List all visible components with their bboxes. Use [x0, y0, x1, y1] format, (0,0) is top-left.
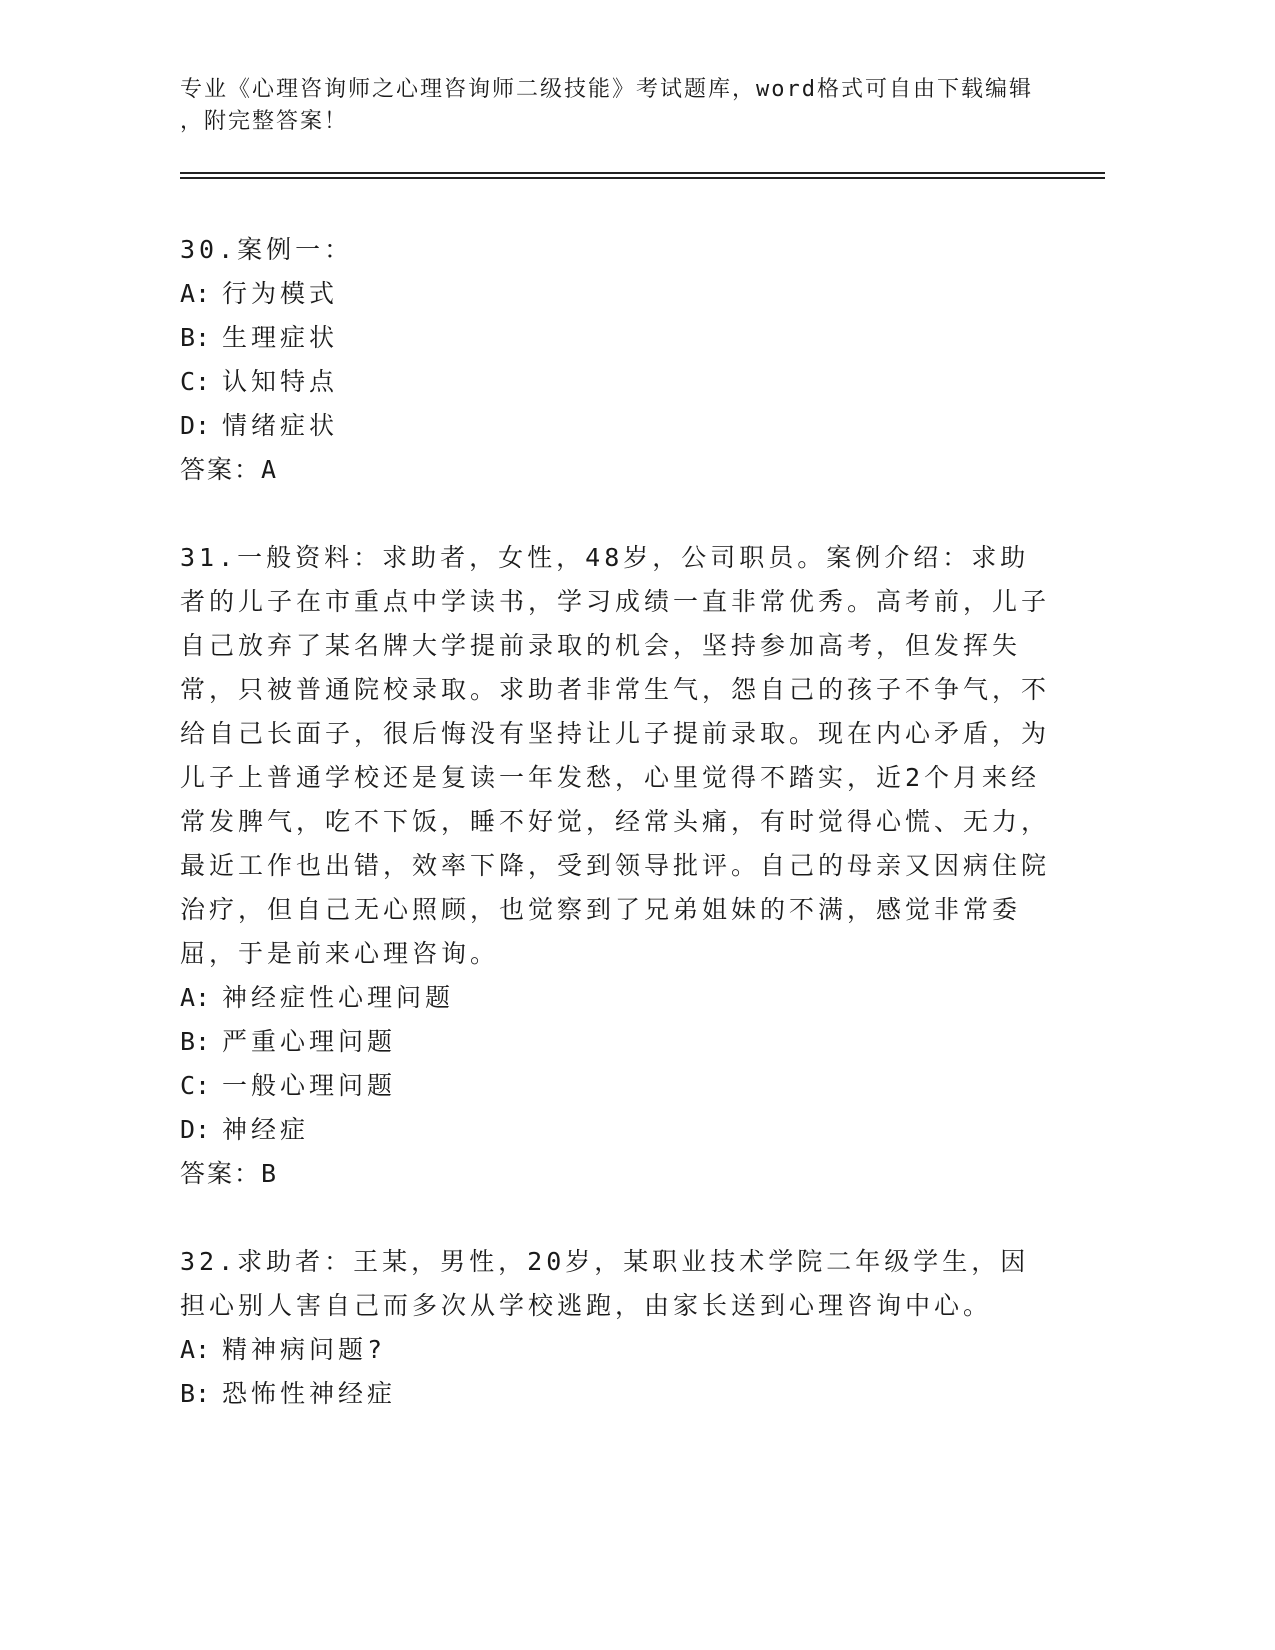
option-b	[180, 1372, 1050, 1416]
question-stem: 32.求助者：王某，男性，20岁，某职业技术学院二年级学生，因担心别人害自己而多次从学校逃跑，由家长送到心理咨询中心。	[180, 1247, 1030, 1320]
option-c	[180, 1064, 1050, 1108]
answer-label: 答案：	[180, 455, 262, 484]
option-letter: D:	[180, 411, 211, 440]
option-b	[180, 316, 1050, 360]
option-text: 严重心理问题	[222, 1027, 397, 1056]
option-text: 认知特点	[222, 367, 339, 396]
option-a	[180, 1328, 1050, 1372]
option-text: 神经症性心理问题	[222, 983, 455, 1012]
option-d	[180, 1108, 1050, 1152]
option-b	[180, 1020, 1050, 1064]
option-text: 行为模式	[222, 279, 339, 308]
option-letter: B:	[180, 323, 211, 352]
option-text: 恐怖性神经症	[222, 1379, 397, 1408]
header-rule-top	[180, 172, 1105, 174]
option-letter: A:	[180, 279, 211, 308]
question-32	[180, 1240, 1050, 1416]
header-rule-bottom	[180, 177, 1105, 179]
option-d	[180, 404, 1050, 448]
option-letter: C:	[180, 367, 211, 396]
option-text: 神经症	[222, 1115, 310, 1144]
option-letter: C:	[180, 1071, 211, 1100]
option-list	[180, 976, 1050, 1152]
option-text: 一般心理问题	[222, 1071, 397, 1100]
option-a	[180, 272, 1050, 316]
option-letter: A:	[180, 983, 211, 1012]
answer-value: B	[261, 1159, 281, 1188]
document-header	[180, 74, 1040, 138]
option-letter: D:	[180, 1115, 211, 1144]
option-letter: A:	[180, 1335, 211, 1364]
option-list	[180, 1328, 1050, 1416]
question-list	[180, 228, 1050, 1460]
question-30	[180, 228, 1050, 492]
header-line-2: ，附完整答案！	[180, 109, 349, 134]
option-a	[180, 976, 1050, 1020]
option-list	[180, 272, 1050, 448]
question-31	[180, 536, 1050, 1196]
option-text: 生理症状	[222, 323, 339, 352]
answer-line	[180, 448, 1050, 492]
question-stem: 30.案例一：	[180, 235, 354, 264]
question-stem: 31.一般资料：求助者，女性，48岁，公司职员。案例介绍：求助者的儿子在市重点中学读书，学习成绩一直非常优秀。高考前，儿子自己放弃了某名牌大学提前录取的机会，坚持参加高考，但发挥失常，只被普通院校录取。求助者非常生气，怨自己的孩子不争气，不给自己长面子，很后悔没有坚持让儿子提前录取。现在内心矛盾，为儿子上普通学校还是复读一年发愁，心里觉得不踏实，近2个月来经常发脾气，吃不下饭，睡不好觉，经常头痛，有时觉得心慌、无力，最近工作也出错，效率下降，受到领导批评。自己的母亲又因病住院治疗，但自己无心照顾，也觉察到了兄弟姐妹的不满，感觉非常委屈，于是前来心理咨询。	[180, 543, 1051, 968]
answer-label: 答案：	[180, 1159, 262, 1188]
answer-value: A	[261, 455, 281, 484]
option-text: 精神病问题?	[222, 1335, 387, 1364]
answer-line	[180, 1152, 1050, 1196]
option-text: 情绪症状	[222, 411, 339, 440]
option-c	[180, 360, 1050, 404]
option-letter: B:	[180, 1027, 211, 1056]
option-letter: B:	[180, 1379, 211, 1408]
header-line-1: 专业《心理咨询师之心理咨询师二级技能》考试题库，word格式可自由下载编辑	[180, 77, 1033, 102]
